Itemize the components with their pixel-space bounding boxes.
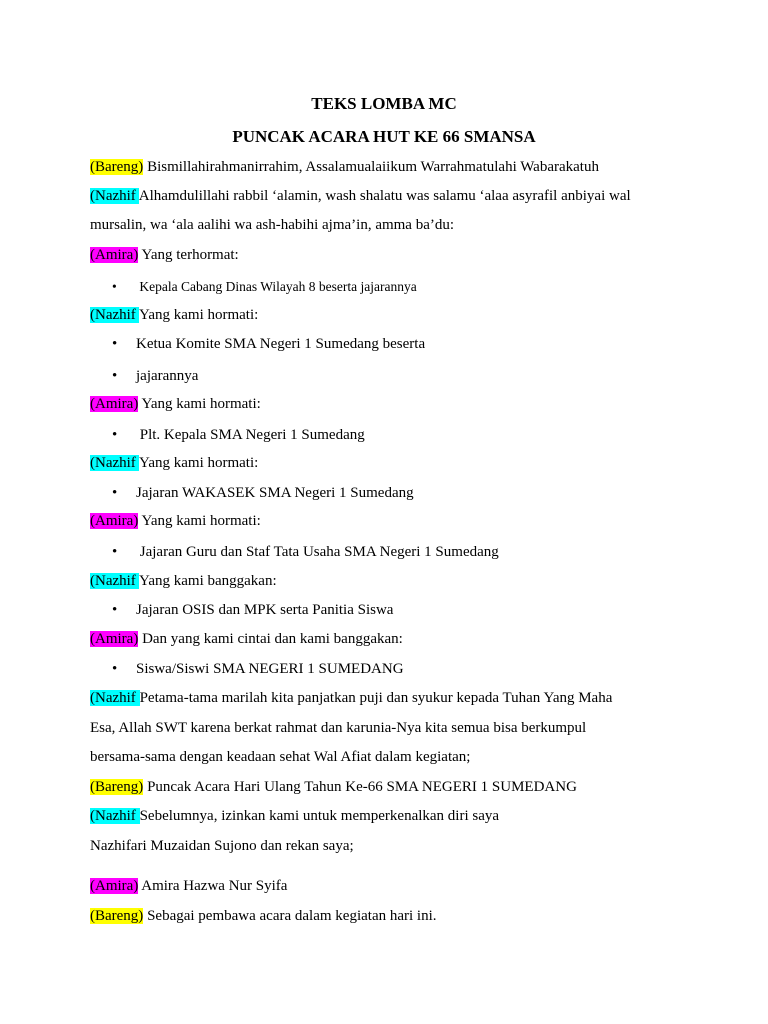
speaker-tag-nazhif: (Nazhif	[90, 455, 139, 471]
list-item	[112, 543, 499, 561]
paragraph-amira-nama	[90, 877, 287, 895]
document-subtitle: PUNCAK ACARA HUT KE 66 SMANSA	[232, 127, 536, 146]
paragraph-amira-hormati	[90, 512, 261, 530]
paragraph-nazhif-opening	[90, 187, 631, 205]
speaker-tag-bareng: (Bareng)	[90, 159, 144, 175]
speaker-tag-nazhif: (Nazhif	[90, 808, 140, 824]
list-item-text: Jajaran WAKASEK SMA Negeri 1 Sumedang	[136, 485, 414, 501]
paragraph-text: Alhamdulillahi rabbil ‘alamin, wash shalatu was salamu ‘alaa asyrafil anbiyai wal	[138, 188, 631, 204]
list-item	[112, 278, 417, 296]
paragraph-text: Yang kami hormati:	[139, 307, 259, 323]
speaker-tag-nazhif: (Nazhif	[90, 573, 139, 589]
speaker-tag-nazhif: (Nazhif	[90, 307, 139, 323]
speaker-tag-bareng: (Bareng)	[90, 779, 144, 795]
paragraph-text: Yang kami banggakan:	[139, 573, 277, 589]
paragraph-text: Amira Hazwa Nur Syifa	[138, 878, 288, 894]
list-item-text: Siswa/Siswi SMA NEGERI 1 SUMEDANG	[136, 661, 404, 677]
paragraph-nazhif-perkenalan	[90, 807, 499, 825]
list-item-text: Ketua Komite SMA Negeri 1 Sumedang beserta	[136, 336, 426, 352]
list-item-text: Jajaran Guru dan Staf Tata Usaha SMA Negeri 1 Sumedang	[136, 544, 499, 560]
paragraph-nazhif-puji-syukur	[90, 689, 612, 707]
paragraph-text: Bismillahirahmanirrahim, Assalamualaiikum Warrahmatulahi Wabarakatuh	[143, 159, 599, 175]
paragraph-continuation: bersama-sama dengan keadaan sehat Wal Afiat dalam kegiatan;	[90, 749, 471, 765]
bullet-icon: •	[112, 368, 118, 384]
list-item	[112, 335, 425, 353]
paragraph-amira-hormati	[90, 395, 261, 413]
paragraph-text: Yang kami hormati:	[138, 513, 261, 529]
list-item	[112, 484, 414, 502]
paragraph-text: Yang kami hormati:	[139, 455, 259, 471]
list-item-text: Kepala Cabang Dinas Wilayah 8 beserta jajarannya	[136, 279, 417, 294]
list-item	[112, 426, 365, 444]
paragraph-bareng-opening	[90, 158, 599, 176]
speaker-tag-amira: (Amira)	[90, 878, 139, 894]
paragraph-text: Sebagai pembawa acara dalam kegiatan hari ini.	[143, 908, 437, 924]
bullet-icon: •	[112, 427, 118, 443]
paragraph-nazhif-banggakan	[90, 572, 277, 590]
list-item	[112, 367, 198, 385]
bullet-icon: •	[112, 279, 117, 294]
list-item-text: Plt. Kepala SMA Negeri 1 Sumedang	[136, 427, 365, 443]
paragraph-text: Dan yang kami cintai dan kami banggakan:	[138, 631, 403, 647]
bullet-icon: •	[112, 602, 118, 618]
speaker-tag-nazhif: (Nazhif	[90, 188, 139, 204]
speaker-tag-amira: (Amira)	[90, 396, 139, 412]
paragraph-text: Petama-tama marilah kita panjatkan puji dan syukur kepada Tuhan Yang Maha	[139, 690, 613, 706]
list-item-text: Jajaran OSIS dan MPK serta Panitia Siswa	[136, 602, 394, 618]
paragraph-nazhif-hormati	[90, 454, 258, 472]
paragraph-continuation: mursalin, wa ‘ala aalihi wa ash-habihi ajma’in, amma ba’du:	[90, 217, 455, 233]
speaker-tag-amira: (Amira)	[90, 247, 139, 263]
paragraph-bareng-puncak-acara	[90, 778, 577, 796]
list-item	[112, 660, 404, 678]
paragraph-bareng-penutup	[90, 907, 437, 925]
paragraph-amira-cintai	[90, 630, 403, 648]
bullet-icon: •	[112, 544, 118, 560]
paragraph-text: Puncak Acara Hari Ulang Tahun Ke-66 SMA NEGERI 1 SUMEDANG	[143, 779, 577, 795]
speaker-tag-bareng: (Bareng)	[90, 908, 144, 924]
document-title: TEKS LOMBA MC	[311, 94, 457, 113]
list-item-text: jajarannya	[136, 368, 199, 384]
speaker-tag-amira: (Amira)	[90, 631, 139, 647]
paragraph-continuation: Esa, Allah SWT karena berkat rahmat dan karunia-Nya kita semua bisa berkumpul	[90, 720, 587, 736]
paragraph-text: Sebelumnya, izinkan kami untuk memperkenalkan diri saya	[139, 808, 500, 824]
speaker-tag-amira: (Amira)	[90, 513, 139, 529]
speaker-tag-nazhif: (Nazhif	[90, 690, 140, 706]
paragraph-text: Yang terhormat:	[138, 247, 239, 263]
list-item	[112, 601, 393, 619]
paragraph-amira-terhormat	[90, 246, 239, 264]
paragraph-continuation: Nazhifari Muzaidan Sujono dan rekan saya;	[90, 838, 354, 854]
bullet-icon: •	[112, 336, 118, 352]
bullet-icon: •	[112, 661, 118, 677]
bullet-icon: •	[112, 485, 118, 501]
paragraph-nazhif-hormati	[90, 306, 258, 324]
paragraph-text: Yang kami hormati:	[138, 396, 261, 412]
